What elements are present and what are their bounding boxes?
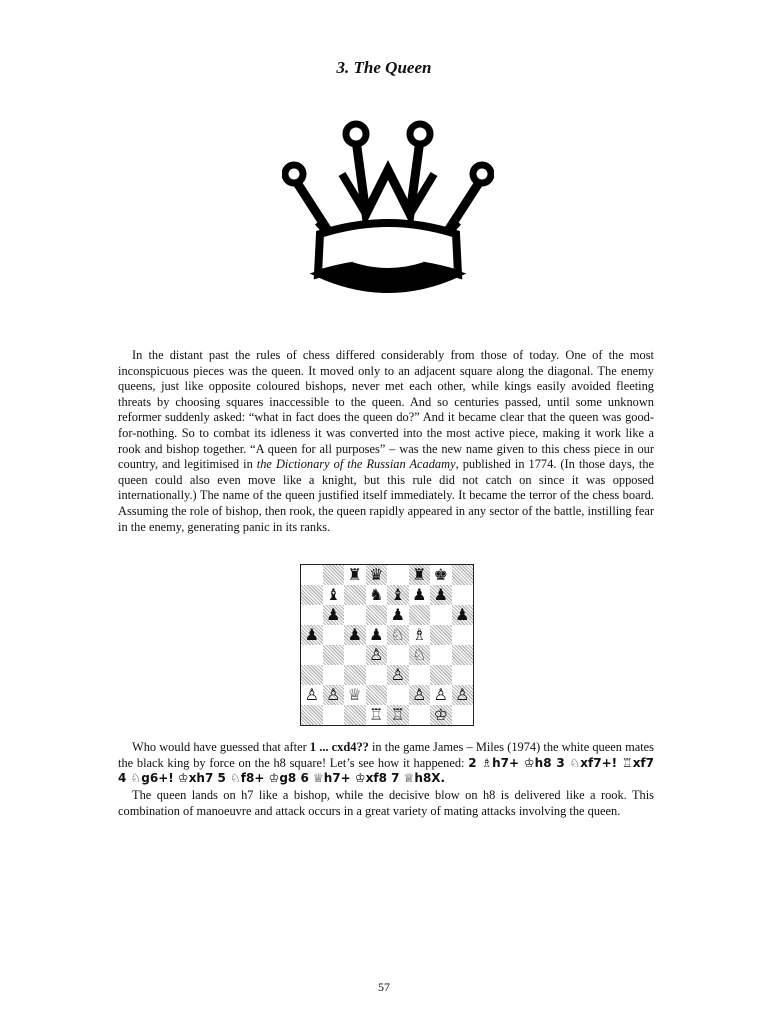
board-square	[301, 585, 323, 605]
board-square: ♝	[387, 585, 409, 605]
board-square	[366, 605, 388, 625]
board-square	[301, 565, 323, 585]
board-square: ♜	[409, 565, 431, 585]
board-square: ♟	[301, 625, 323, 645]
board-square	[344, 605, 366, 625]
board-square	[323, 665, 345, 685]
chess-board-diagram	[300, 564, 474, 726]
board-square	[323, 625, 345, 645]
board-square	[366, 665, 388, 685]
board-square	[430, 605, 452, 625]
board-square	[323, 565, 345, 585]
board-square	[387, 685, 409, 705]
board-square: ♟	[323, 605, 345, 625]
board-square: ♞	[369, 585, 384, 604]
chapter-title: 3. The Queen	[336, 58, 432, 77]
board-square	[409, 605, 431, 625]
board-square: ♖	[369, 705, 384, 724]
board-square: ♙	[387, 665, 409, 685]
board-square: ♟	[430, 585, 452, 605]
paragraph-conclusion: The queen lands on h7 like a bishop, while the decisive blow on h8 is delivered like a rook. This combination of manoeuvre and attack occurs in a great variety of mating attacks involving the queen.	[118, 788, 654, 818]
page-number: 57	[378, 980, 390, 994]
board-square: ♟	[369, 625, 384, 644]
board-square	[430, 665, 452, 685]
board-square: ♙	[323, 685, 345, 705]
board-square	[452, 705, 474, 725]
board-square: ♕	[347, 685, 362, 704]
board-square: ♚	[433, 565, 448, 584]
board-square	[452, 665, 474, 685]
paragraph-intro: In the distant past the rules of chess differed considerably from those of today. One of the most inconspicuous pieces was the queen. It moved only to an adjacent square along the diagonal. The enemy queens, just like opposite coloured bishops, never met each other, while kings easily avoided fleeting threats by choosing squares inaccessible to the queen. And so centuries passed, until some unknown reformer suddenly asked: “what in fact does the queen do?” And it became clear that the queen was good-for-nothing. So to combat its idleness it was converted into the most active piece, making it work like a rook and bishop together. “A queen for all purposes” – was the new name given to this chess piece in our country, and legitimised in the Dictionary of the Russian Acadamy, published in 1774. (In those days, the queen could also even move like a knight, but this rule did not catch on since it was opposed internationally.) The name of the queen justified itself immediately. It became the terror of the chess board. Assuming the role of bishop, then rook, the queen rapidly appeared in any sector of the battle, instilling fear in the enemy, generating panic in its ranks.	[118, 348, 655, 534]
board-square: ♜	[347, 565, 362, 584]
board-square: ♗	[412, 625, 427, 644]
board-square	[452, 585, 474, 605]
board-square	[323, 645, 345, 665]
board-square	[344, 585, 366, 605]
board-square: ♟	[452, 605, 474, 625]
board-square: ♙	[304, 685, 319, 704]
board-square: ♛	[366, 565, 388, 585]
board-square	[344, 705, 366, 725]
board-square	[344, 665, 366, 685]
board-square: ♖	[387, 705, 409, 725]
paragraph-game: Who would have guessed that after 1 ... cxd4?? in the game James – Miles (1974) the white queen mates the black king by force on the h8 square! Let’s see how it happened: 2 ♗h7+ ♔h8 3 ♘xf7+! ♖xf7 4 ♘g6+! ♔xh7 5 ♘f8+ ♔g8 6 ♕h7+ ♔xf8 7 ♕h8X.	[118, 740, 655, 786]
queen-crown-icon	[282, 112, 494, 302]
board-square	[344, 645, 366, 665]
board-square	[301, 645, 323, 665]
board-square: ♙	[366, 645, 388, 665]
board-square	[387, 645, 409, 665]
board-square: ♝	[326, 585, 341, 604]
board-square: ♘	[387, 625, 409, 645]
board-square: ♙	[433, 685, 448, 704]
board-square: ♘	[409, 645, 431, 665]
board-square	[387, 565, 409, 585]
board-square	[301, 605, 323, 625]
board-square	[366, 685, 388, 705]
board-square: ♟	[390, 605, 405, 624]
board-square	[409, 705, 431, 725]
board-square	[323, 705, 345, 725]
board-square	[452, 645, 474, 665]
board-square	[301, 705, 323, 725]
board-square	[452, 565, 474, 585]
board-square: ♟	[412, 585, 427, 604]
board-square: ♙	[452, 685, 474, 705]
board-square	[430, 645, 452, 665]
board-square	[301, 665, 323, 685]
board-square: ♙	[409, 685, 431, 705]
board-square: ♟	[344, 625, 366, 645]
board-square: ♔	[430, 705, 452, 725]
board-square	[430, 625, 452, 645]
board-square	[409, 665, 431, 685]
board-square	[452, 625, 474, 645]
